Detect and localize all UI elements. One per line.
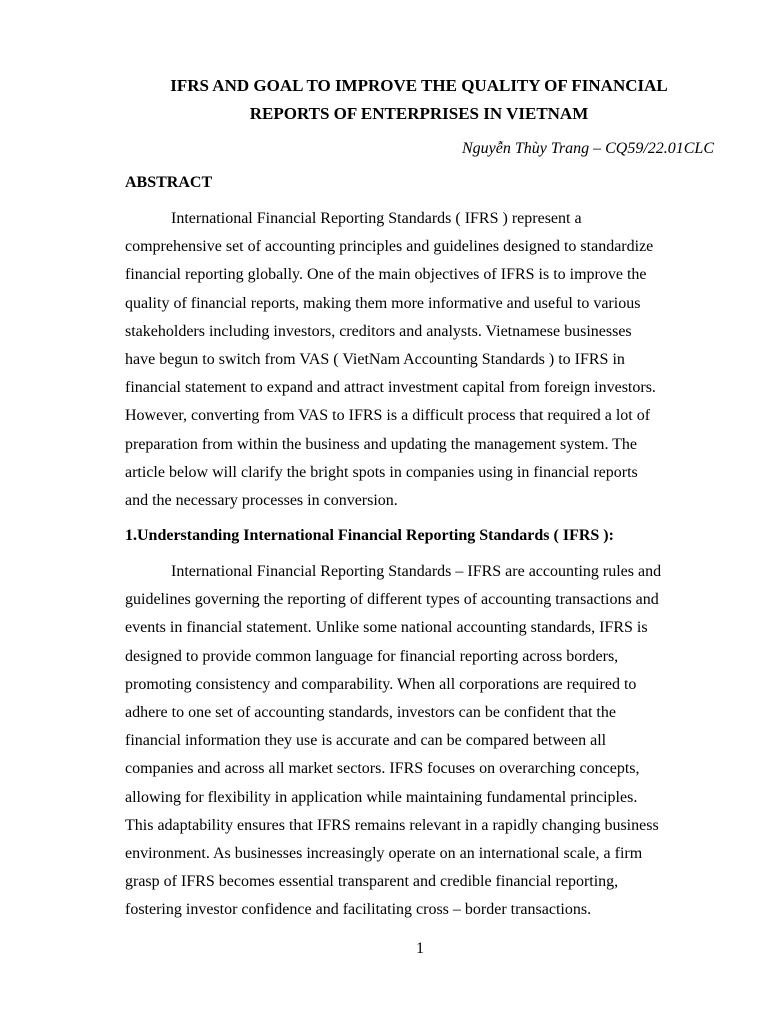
- title-line-2: REPORTS OF ENTERPRISES IN VIETNAM: [249, 104, 589, 123]
- abstract-line: financial statement to expand and attract investment capital from foreign investors.: [125, 379, 656, 397]
- section-1-line: promoting consistency and comparability. When all corporations are required to: [125, 675, 637, 693]
- abstract-paragraph: [125, 205, 725, 515]
- section-1-line: guidelines governing the reporting of different types of accounting transactions and: [125, 591, 659, 609]
- section-1-line: events in financial statement. Unlike some national accounting standards, IFRS is: [125, 619, 648, 637]
- section-1-line: adhere to one set of accounting standards, investors can be confident that the: [125, 704, 616, 722]
- section-1-line: environment. As businesses increasingly operate on an international scale, a firm: [125, 845, 643, 863]
- abstract-line: article below will clarify the bright spots in companies using in financial reports: [125, 463, 638, 481]
- page-number: 1: [416, 940, 424, 957]
- section-1-line: International Financial Reporting Standards – IFRS are accounting rules and: [171, 563, 662, 580]
- document-title: [120, 72, 718, 128]
- section-1-line: allowing for flexibility in application while maintaining fundamental principles.: [125, 788, 638, 806]
- section-1-heading: 1.Understanding International Financial Reporting Standards ( IFRS ):: [125, 527, 614, 544]
- section-1-paragraph: [125, 558, 725, 925]
- abstract-heading: ABSTRACT: [125, 174, 213, 191]
- section-1-line: fostering investor confidence and facilitating cross – border transactions.: [125, 901, 592, 919]
- abstract-line: preparation from within the business and updating the management system. The: [125, 435, 638, 453]
- section-1-line: financial information they use is accurate and can be compared between all: [125, 732, 607, 750]
- abstract-line: financial reporting globally. One of the main objectives of IFRS is to improve the: [125, 266, 647, 284]
- section-1-line: This adaptability ensures that IFRS remains relevant in a rapidly changing business: [125, 816, 659, 834]
- abstract-line: and the necessary processes in conversion.: [125, 492, 398, 510]
- section-1-line: companies and across all market sectors. IFRS focuses on overarching concepts,: [125, 760, 640, 778]
- section-1-line: grasp of IFRS becomes essential transparent and credible financial reporting,: [125, 873, 619, 891]
- abstract-line: comprehensive set of accounting principles and guidelines designed to standardize: [125, 238, 654, 256]
- abstract-line: International Financial Reporting Standards ( IFRS ) represent a: [171, 210, 582, 227]
- author-line: Nguyễn Thùy Trang – CQ59/22.01CLC: [461, 140, 714, 157]
- abstract-line: stakeholders including investors, creditors and analysts. Vietnamese businesses: [125, 322, 632, 340]
- abstract-line: However, converting from VAS to IFRS is a difficult process that required a lot of: [125, 407, 651, 425]
- abstract-line: have begun to switch from VAS ( VietNam Accounting Standards ) to IFRS in: [125, 351, 625, 369]
- title-line-1: IFRS AND GOAL TO IMPROVE THE QUALITY OF FINANCIAL: [170, 76, 668, 95]
- abstract-line: quality of financial reports, making them more informative and useful to various: [125, 294, 641, 312]
- section-1-line: designed to provide common language for financial reporting across borders,: [125, 647, 619, 665]
